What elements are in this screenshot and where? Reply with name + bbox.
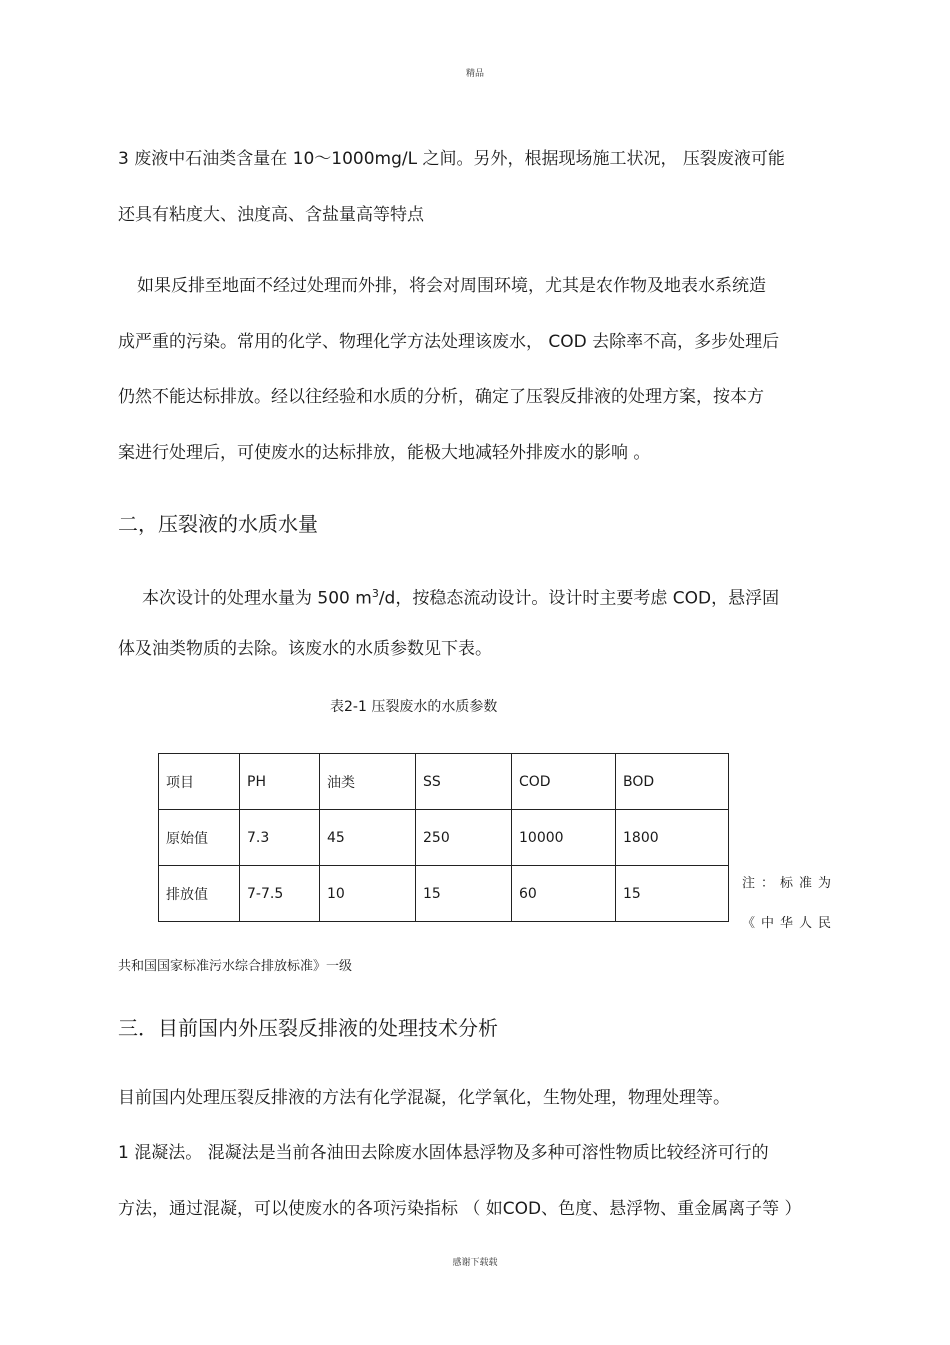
water-quality-table — [158, 753, 729, 922]
table-caption: 表2-1 压裂废水的水质参数 — [330, 699, 498, 715]
page-footer: 感谢下载载 — [452, 1258, 498, 1268]
paragraph-line: 目前国内处理压裂反排液的方法有化学混凝，化学氧化，生物处理，物理处理等。 — [118, 1088, 730, 1108]
section-heading-2: 二，压裂液的水质水量 — [118, 512, 318, 536]
table-header-cell: PH — [240, 754, 320, 810]
paragraph-line: 方法，通过混凝，可以使废水的各项污染指标 （ 如COD、色度、悬浮物、重金属离子等 ） — [118, 1199, 802, 1219]
table-note: 《中华人民 — [742, 916, 838, 931]
text-run: /d，按稳态流动设计。设计时主要考虑 COD，悬浮固 — [378, 588, 780, 609]
paragraph-line: 3 废液中石油类含量在 10～1000mg/L 之间。另外，根据现场施工状况， 压裂废液可能 — [118, 149, 785, 169]
paragraph-line: 仍然不能达标排放。经以往经验和水质的分析，确定了压裂反排液的处理方案，按本方 — [118, 387, 764, 407]
table-cell: 1800 — [616, 810, 729, 866]
paragraph-line — [142, 584, 779, 609]
table-header-row — [159, 754, 729, 810]
superscript: 3 — [371, 587, 379, 600]
table-header-cell: 项目 — [159, 754, 240, 810]
table-cell: 15 — [616, 866, 729, 922]
paragraph-line: 1 混凝法。 混凝法是当前各油田去除废水固体悬浮物及多种可溶性物质比较经济可行的 — [118, 1143, 769, 1163]
table-header-cell: 油类 — [320, 754, 416, 810]
table-header-cell: COD — [512, 754, 616, 810]
table-row — [159, 810, 729, 866]
section-heading-3: 三．目前国内外压裂反排液的处理技术分析 — [118, 1016, 498, 1040]
paragraph-line: 如果反排至地面不经过处理而外排，将会对周围环境，尤其是农作物及地表水系统造 — [137, 276, 766, 296]
paragraph-line: 成严重的污染。常用的化学、物理化学方法处理该废水， COD 去除率不高，多步处理后 — [118, 332, 780, 352]
page-header: 精品 — [465, 69, 484, 79]
table-row — [159, 866, 729, 922]
table-cell: 排放值 — [159, 866, 240, 922]
table-header-cell: SS — [416, 754, 512, 810]
table-header-cell: BOD — [616, 754, 729, 810]
text-run: 本次设计的处理水量为 500 m — [142, 588, 372, 609]
table-cell: 60 — [512, 866, 616, 922]
table-cell: 7-7.5 — [240, 866, 320, 922]
paragraph-line: 还具有粘度大、浊度高、含盐量高等特点 — [118, 205, 424, 225]
table-cell: 10000 — [512, 810, 616, 866]
table-cell: 15 — [416, 866, 512, 922]
table-cell: 原始值 — [159, 810, 240, 866]
table-cell: 10 — [320, 866, 416, 922]
table-cell: 7.3 — [240, 810, 320, 866]
table-cell: 45 — [320, 810, 416, 866]
table-cell: 250 — [416, 810, 512, 866]
paragraph-line: 案进行处理后，可使废水的达标排放，能极大地减轻外排废水的影响 。 — [118, 443, 651, 463]
table-note-continuation: 共和国国家标准污水综合排放标准》一级 — [118, 959, 353, 974]
table-note: 注：标准为 — [742, 876, 838, 891]
paragraph-line: 体及油类物质的去除。该废水的水质参数见下表。 — [118, 639, 492, 659]
